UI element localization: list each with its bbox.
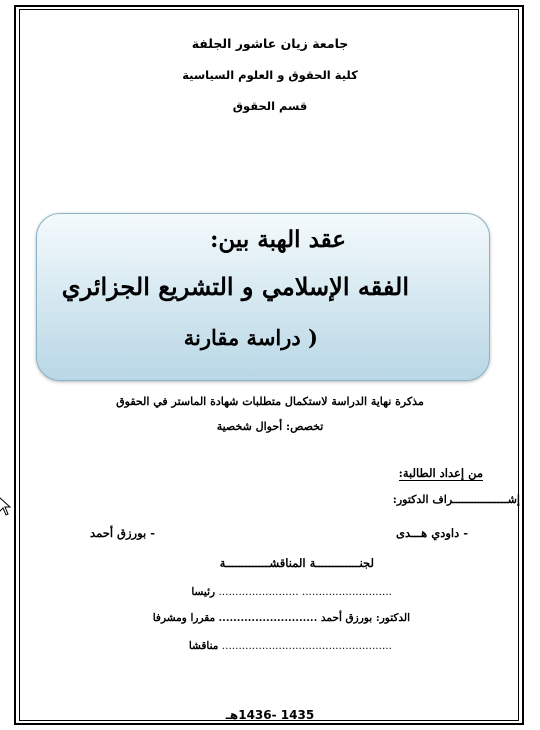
committee-row-3-name: ................................................... <box>221 640 392 652</box>
department-name: قسم الحقوق <box>232 99 308 113</box>
prepared-by-label: من إعداد الطالبة: <box>398 466 483 480</box>
mouse-cursor-icon <box>0 496 12 516</box>
committee-row-3-role: مناقشا <box>188 640 219 652</box>
title-box <box>36 213 490 381</box>
supervisor-name: - بورزق أحمد <box>90 526 155 540</box>
committee-row-2-role: مقررا ومشرفا <box>152 612 216 624</box>
committee-row-2-name: الدكتور: بورزق أحمد ........................... <box>218 612 410 624</box>
committee-row-1-name: ........................... ........................ <box>218 586 392 598</box>
student-name: - داودي هـــدى <box>396 526 468 540</box>
title-line-1: عقد الهبة بين: <box>209 226 346 253</box>
committee-row-3 <box>189 640 392 652</box>
title-line-3: ( دراسة مقارنة <box>183 325 318 350</box>
academic-year: 1435 -1436هـ <box>225 708 315 722</box>
committee-row-2 <box>153 612 410 624</box>
committee-row-1 <box>191 586 392 598</box>
memo-description: مذكرة نهاية الدراسة لاستكمال متطلبات شهادة الماستر في الحقوق <box>116 395 424 408</box>
specialty: تخصص: أحوال شخصية <box>216 420 324 433</box>
university-name: جامعة زيان عاشور الجلفة <box>191 36 349 51</box>
title-line-2: الفقه الإسلامي و التشريع الجزائري <box>61 272 409 301</box>
supervision-label: إشـــــــــــــــــراف الدكتور: <box>392 493 520 506</box>
faculty-name: كلية الحقوق و العلوم السياسية <box>182 68 358 82</box>
committee-heading: لجنـــــــــــــة المناقشـــــــــــــة <box>219 556 374 570</box>
committee-row-1-role: رئيسا <box>191 586 216 598</box>
